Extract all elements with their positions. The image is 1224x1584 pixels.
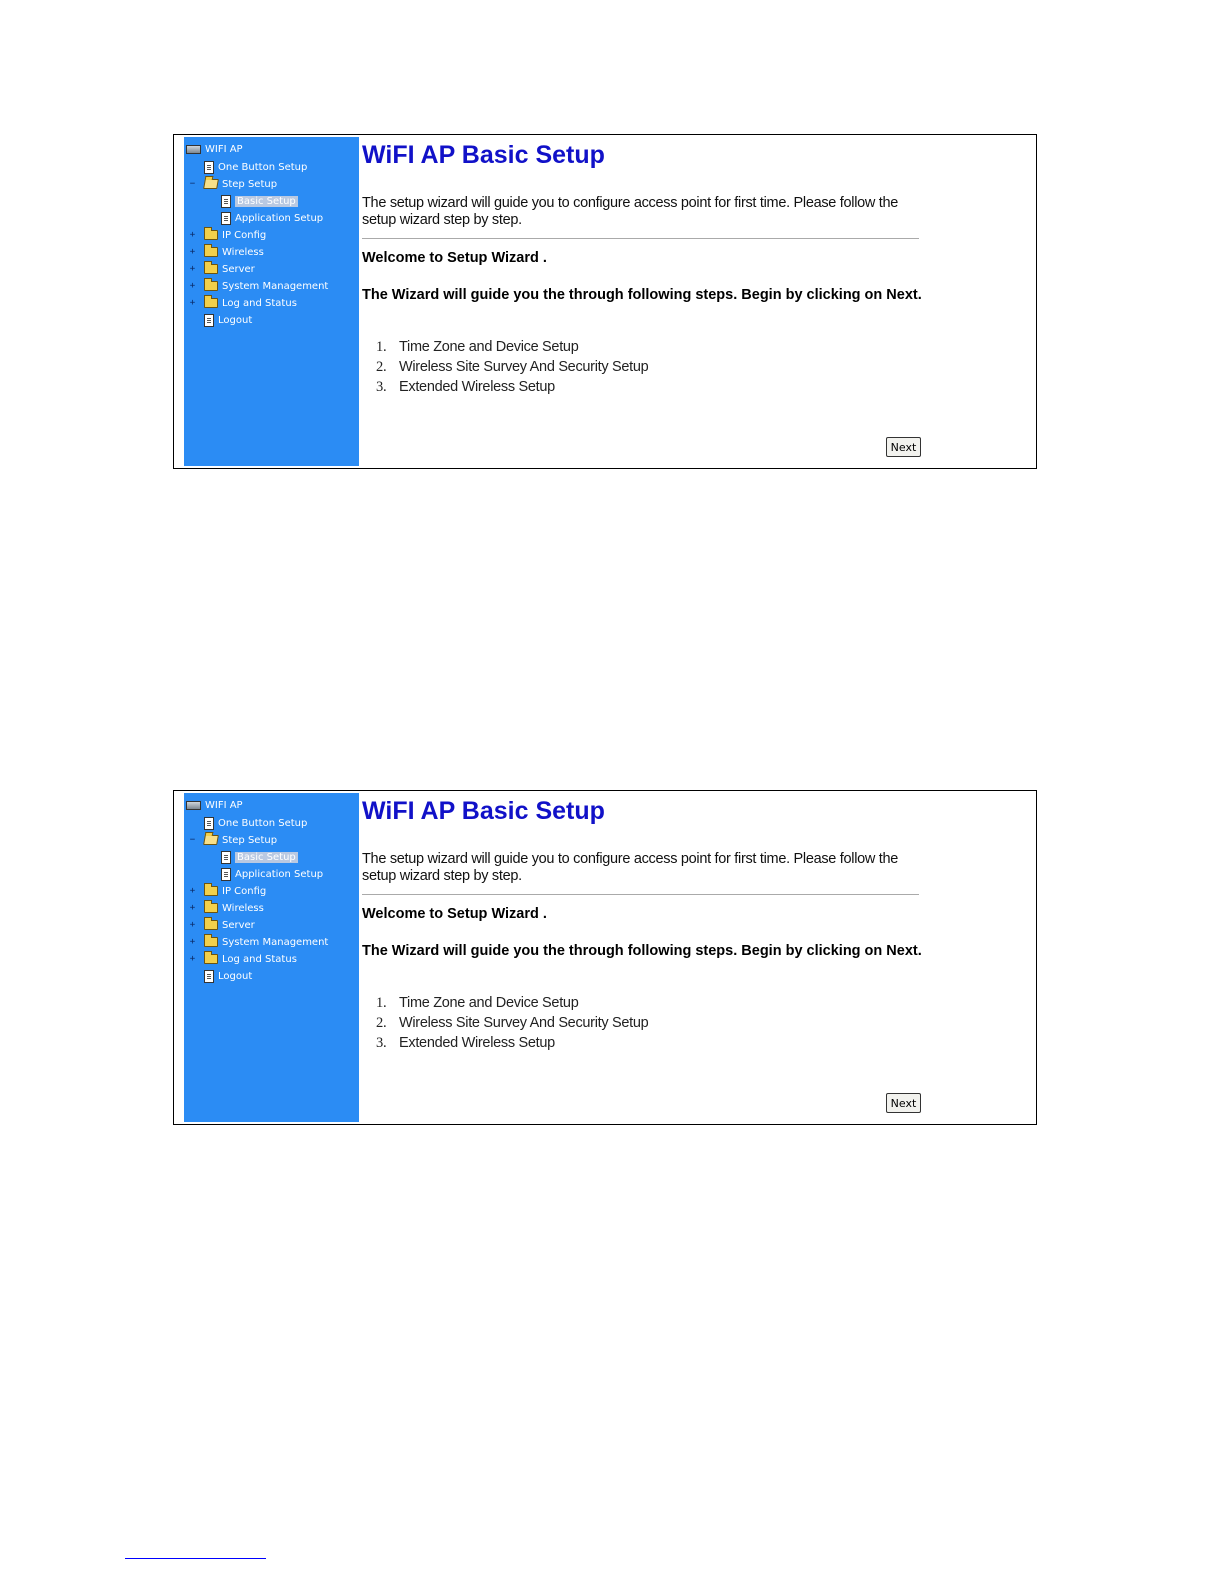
step-label: Extended Wireless Setup bbox=[399, 379, 555, 395]
sidebar-item-ip-config[interactable] bbox=[204, 883, 266, 899]
footnote-separator bbox=[125, 1558, 266, 1559]
expand-expander[interactable]: + bbox=[189, 281, 196, 291]
sidebar-item-label: Log and Status bbox=[222, 953, 297, 965]
sidebar-item-label: Step Setup bbox=[222, 834, 278, 846]
folder-icon bbox=[204, 886, 218, 896]
tree-root-wifi-ap[interactable] bbox=[186, 797, 243, 813]
document-icon bbox=[221, 212, 231, 225]
sidebar-item-label: Server bbox=[222, 263, 255, 275]
list-item bbox=[376, 993, 648, 1013]
sidebar-item-logout[interactable] bbox=[204, 312, 252, 328]
step-label: Time Zone and Device Setup bbox=[399, 995, 579, 1011]
folder-icon bbox=[204, 954, 218, 964]
folder-icon bbox=[204, 264, 218, 274]
folder-icon bbox=[204, 230, 218, 240]
document-icon bbox=[204, 970, 214, 983]
divider bbox=[362, 238, 919, 239]
sidebar-item-label: Application Setup bbox=[235, 212, 324, 224]
sidebar-nav bbox=[184, 137, 359, 466]
next-button[interactable]: Next bbox=[886, 1093, 921, 1113]
router-icon bbox=[186, 145, 201, 154]
step-number: 3. bbox=[376, 1034, 387, 1051]
screenshot-1 bbox=[173, 134, 1037, 469]
document-icon bbox=[221, 851, 231, 864]
expand-expander[interactable]: + bbox=[189, 937, 196, 947]
folder-open-icon bbox=[203, 179, 219, 189]
intro-text: The setup wizard will guide you to configure access point for first time. Please follow the setup wizard step by step. bbox=[362, 195, 899, 228]
expand-expander[interactable]: + bbox=[189, 298, 196, 308]
step-label: Wireless Site Survey And Security Setup bbox=[399, 359, 649, 375]
expand-expander[interactable]: + bbox=[189, 230, 196, 240]
sidebar-item-label: Wireless bbox=[222, 246, 264, 258]
list-item bbox=[376, 357, 648, 377]
expand-expander[interactable]: + bbox=[189, 954, 196, 964]
screenshot-2 bbox=[173, 790, 1037, 1125]
sidebar-item-label: Wireless bbox=[222, 902, 264, 914]
router-icon bbox=[186, 801, 201, 810]
expand-expander[interactable]: + bbox=[189, 920, 196, 930]
folder-icon bbox=[204, 903, 218, 913]
next-button[interactable]: Next bbox=[886, 437, 921, 457]
sidebar-item-ip-config[interactable] bbox=[204, 227, 266, 243]
sidebar-item-one-button-setup[interactable] bbox=[204, 815, 307, 831]
tree-root-label: WIFI AP bbox=[205, 143, 243, 155]
folder-open-icon bbox=[203, 835, 219, 845]
sidebar-item-system-management[interactable] bbox=[204, 934, 328, 950]
sidebar-item-label: IP Config bbox=[222, 229, 267, 241]
sidebar-item-label: One Button Setup bbox=[218, 817, 308, 829]
sidebar-item-application-setup[interactable] bbox=[221, 210, 323, 226]
guide-text: The Wizard will guide you the through following steps. Begin by clicking on Next. bbox=[362, 943, 922, 959]
tree-root-label: WIFI AP bbox=[205, 799, 243, 811]
step-label: Time Zone and Device Setup bbox=[399, 339, 579, 355]
welcome-heading: Welcome to Setup Wizard . bbox=[362, 906, 547, 922]
sidebar-item-label: Logout bbox=[218, 970, 253, 982]
sidebar-item-label: IP Config bbox=[222, 885, 267, 897]
steps-list bbox=[376, 993, 648, 1053]
sidebar-item-wireless[interactable] bbox=[204, 244, 264, 260]
folder-icon bbox=[204, 247, 218, 257]
steps-list bbox=[376, 337, 648, 397]
expand-expander[interactable]: + bbox=[189, 247, 196, 257]
expand-expander[interactable]: + bbox=[189, 886, 196, 896]
tree-root-wifi-ap[interactable] bbox=[186, 141, 243, 157]
sidebar-item-server[interactable] bbox=[204, 261, 255, 277]
step-number: 3. bbox=[376, 378, 387, 395]
document-icon bbox=[221, 868, 231, 881]
main-content bbox=[362, 791, 1036, 1124]
step-number: 2. bbox=[376, 1014, 387, 1031]
sidebar-item-label: System Management bbox=[222, 936, 329, 948]
sidebar-item-system-management[interactable] bbox=[204, 278, 328, 294]
sidebar-item-step-setup[interactable] bbox=[204, 832, 277, 848]
page-title: WiFI AP Basic Setup bbox=[362, 141, 605, 169]
sidebar-item-label: Log and Status bbox=[222, 297, 297, 309]
sidebar-item-label: Basic Setup bbox=[237, 851, 296, 863]
collapse-expander[interactable]: − bbox=[189, 179, 196, 189]
sidebar-item-basic-setup[interactable] bbox=[221, 849, 298, 865]
page-title: WiFI AP Basic Setup bbox=[362, 797, 605, 825]
sidebar-item-label: Server bbox=[222, 919, 255, 931]
list-item bbox=[376, 1033, 648, 1053]
expand-expander[interactable]: + bbox=[189, 264, 196, 274]
sidebar-item-label: Logout bbox=[218, 314, 253, 326]
step-number: 1. bbox=[376, 338, 387, 355]
sidebar-item-label: Step Setup bbox=[222, 178, 278, 190]
sidebar-item-log-and-status[interactable] bbox=[204, 951, 297, 967]
folder-icon bbox=[204, 298, 218, 308]
step-label: Wireless Site Survey And Security Setup bbox=[399, 1015, 649, 1031]
sidebar-item-label: Basic Setup bbox=[237, 195, 296, 207]
list-item bbox=[376, 377, 648, 397]
list-item bbox=[376, 1013, 648, 1033]
sidebar-item-step-setup[interactable] bbox=[204, 176, 277, 192]
sidebar-item-one-button-setup[interactable] bbox=[204, 159, 307, 175]
intro-text: The setup wizard will guide you to configure access point for first time. Please follow the setup wizard step by step. bbox=[362, 851, 899, 884]
document-icon bbox=[204, 314, 214, 327]
folder-icon bbox=[204, 920, 218, 930]
sidebar-item-server[interactable] bbox=[204, 917, 255, 933]
sidebar-nav bbox=[184, 793, 359, 1122]
folder-icon bbox=[204, 937, 218, 947]
list-item bbox=[376, 337, 648, 357]
sidebar-item-label: Application Setup bbox=[235, 868, 324, 880]
expand-expander[interactable]: + bbox=[189, 903, 196, 913]
sidebar-item-logout[interactable] bbox=[204, 968, 252, 984]
document-icon bbox=[221, 195, 231, 208]
sidebar-item-application-setup[interactable] bbox=[221, 866, 323, 882]
step-number: 1. bbox=[376, 994, 387, 1011]
step-label: Extended Wireless Setup bbox=[399, 1035, 555, 1051]
sidebar-item-basic-setup[interactable] bbox=[221, 193, 298, 209]
collapse-expander[interactable]: − bbox=[189, 835, 196, 845]
document-icon bbox=[204, 161, 214, 174]
folder-icon bbox=[204, 281, 218, 291]
sidebar-item-log-and-status[interactable] bbox=[204, 295, 297, 311]
divider bbox=[362, 894, 919, 895]
welcome-heading: Welcome to Setup Wizard . bbox=[362, 250, 547, 266]
guide-text: The Wizard will guide you the through following steps. Begin by clicking on Next. bbox=[362, 287, 922, 303]
sidebar-item-label: One Button Setup bbox=[218, 161, 308, 173]
step-number: 2. bbox=[376, 358, 387, 375]
main-content bbox=[362, 135, 1036, 468]
sidebar-item-label: System Management bbox=[222, 280, 329, 292]
sidebar-item-wireless[interactable] bbox=[204, 900, 264, 916]
document-icon bbox=[204, 817, 214, 830]
